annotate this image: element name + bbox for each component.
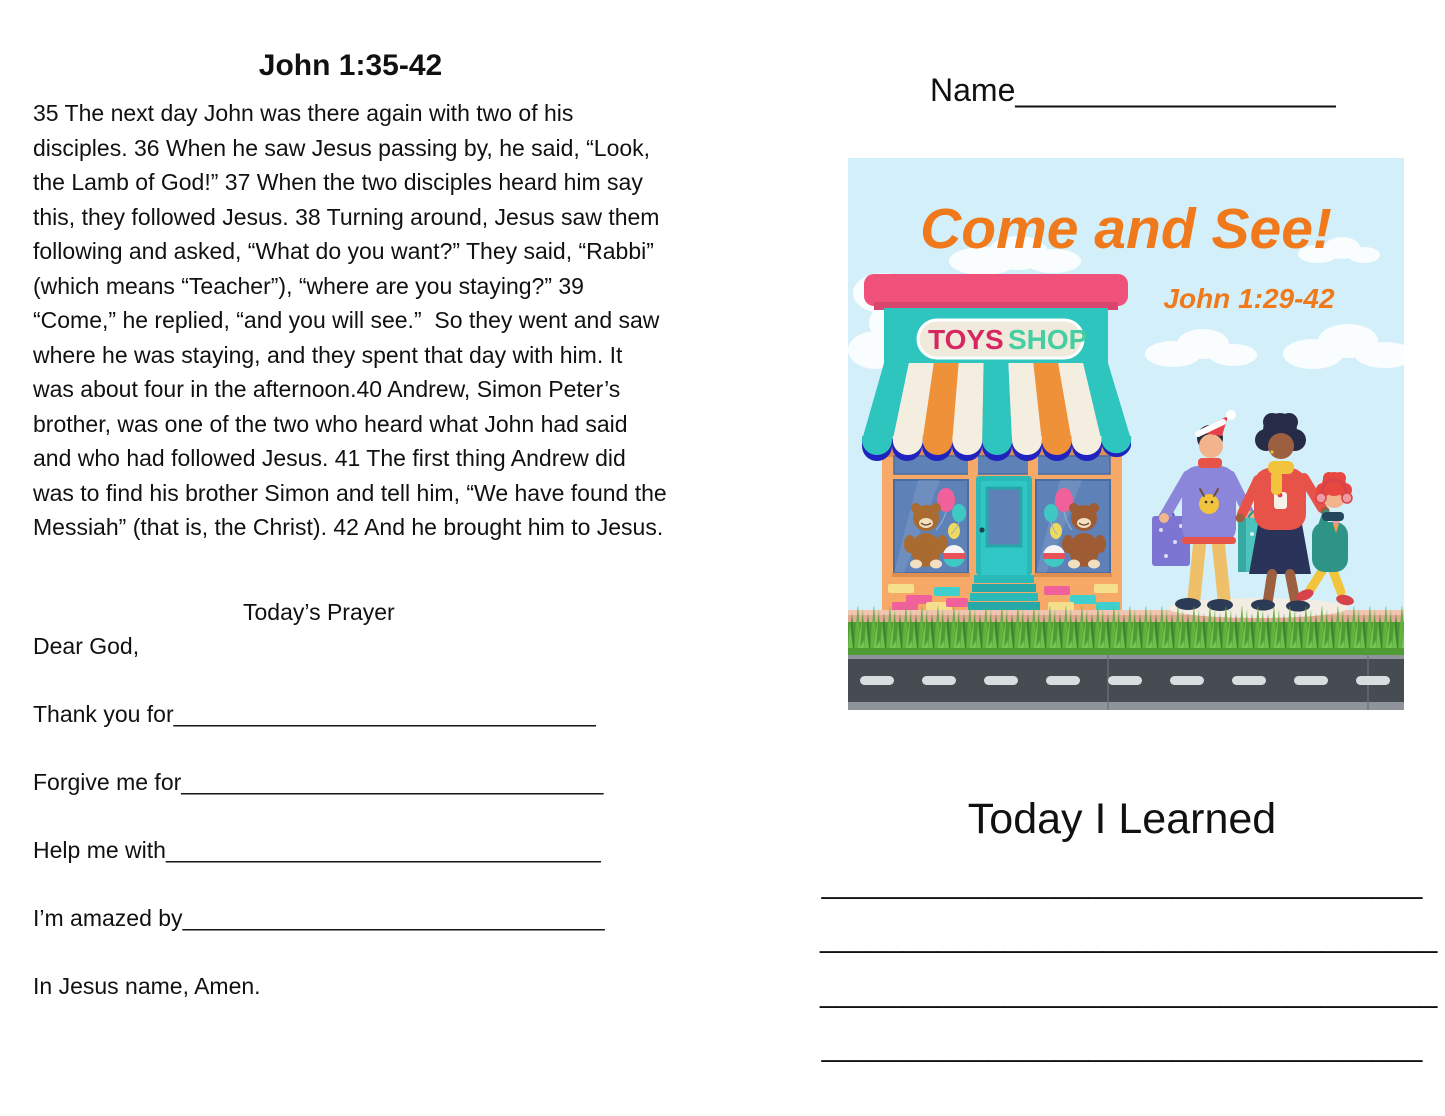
toy-shop-svg — [848, 158, 1404, 710]
prayer-salutation: Dear God, — [33, 632, 140, 659]
prayer-line-blank: _________________________________ — [181, 768, 604, 795]
name-line — [930, 72, 1336, 109]
prayer-line-thank-you — [33, 701, 668, 728]
writing-line: _____________________________________ — [820, 921, 1438, 955]
toy-shop-illustration — [848, 158, 1404, 710]
sign-text-shop: SHOP — [1008, 324, 1088, 355]
shop-door — [968, 476, 1040, 610]
name-label: Name — [930, 72, 1016, 108]
prayer-heading: Today’s Prayer — [243, 598, 395, 625]
today-i-learned-heading: Today I Learned — [967, 795, 1277, 843]
name-blank: __________________ — [1015, 72, 1336, 108]
prayer-line-forgive-me — [33, 769, 668, 796]
earring — [1270, 450, 1273, 453]
writing-line: ____________________________________ — [821, 867, 1423, 900]
illustration-title: Come and See! — [920, 197, 1332, 261]
prayer-line-blank: __________________________________ — [165, 836, 601, 863]
writing-line: ____________________________________ — [821, 1030, 1423, 1064]
writing-line: _____________________________________ — [820, 975, 1438, 1009]
awning — [862, 363, 1131, 461]
scarf — [1268, 461, 1294, 474]
scarf-tail — [1271, 471, 1282, 495]
door-handle — [979, 527, 984, 532]
prayer-line-label: I’m amazed by — [33, 904, 183, 931]
road-dashes — [860, 676, 1390, 685]
prayer-line-label: Forgive me for — [33, 768, 182, 795]
prayer-line-help-me — [33, 837, 668, 864]
today-i-learned-lines — [820, 857, 1438, 1075]
door-step — [972, 584, 1036, 592]
toy-shop-building — [862, 274, 1131, 611]
prayer-line-blank: _________________________________ — [182, 904, 605, 931]
shop-window-left — [894, 480, 968, 573]
prayer-line-label: Thank you for — [33, 700, 174, 727]
child-scarf — [1322, 512, 1344, 521]
prayer-line-label: Help me with — [33, 836, 166, 863]
shop-window-right — [1036, 480, 1110, 573]
door-step — [974, 575, 1034, 583]
road — [848, 655, 1404, 710]
prayer-closing: In Jesus name, Amen. — [33, 972, 261, 999]
window-sill — [1034, 573, 1112, 577]
shop-roof — [864, 274, 1128, 306]
scripture-text: 35 The next day John was there again with two of his disciples. 36 When he saw Jesus passing by, he said, “Look, the Lamb of God!” 37 When the two disciples heard him say this, they followed Jesus. 38 Turning around, Jesus saw them following and asked, “What do you want?” They said, “Rabbi” (which means “Teacher”), “where are you staying?” 39 “Come,” he replied, “and you will see.” So they went and saw where he was staying, and they spent that day with him. It was about four in the afternoon.40 Andrew, Simon Peter’s brother, was one of the two who heard what John had said and who had followed Jesus. 41 The first thing Andrew did was to find his brother Simon and tell him, “We have found the Messiah” (that is, the Christ). 42 And he brought him to Jesus. — [33, 100, 674, 540]
grass-blades — [848, 606, 1404, 655]
awning-scallops — [862, 436, 1131, 461]
door-step — [970, 593, 1038, 601]
prayer-line-amazed-by — [33, 905, 668, 932]
illustration-subtitle: John 1:29-42 — [1163, 283, 1335, 314]
sign-text-toys: TOYS — [928, 324, 1004, 355]
scripture-title: John 1:35-42 — [258, 49, 443, 82]
left-column — [33, 48, 674, 1000]
prayer-section — [33, 599, 668, 1000]
prayer-line-blank: _________________________________ — [173, 700, 596, 727]
window-sill — [892, 573, 970, 577]
shop-sign — [918, 320, 1087, 358]
